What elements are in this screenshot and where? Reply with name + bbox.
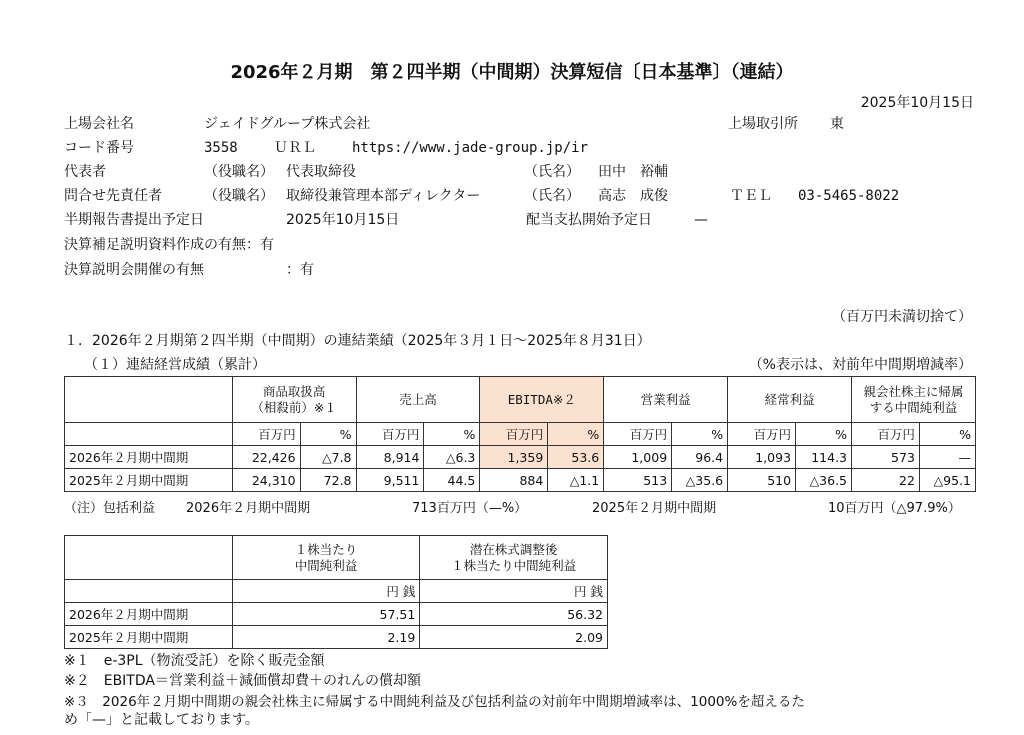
cell-gross-pct: △7.8 xyxy=(300,446,356,469)
code-value: 3558 xyxy=(204,140,238,156)
unit-pct: % xyxy=(919,423,975,446)
eps-corner-cell xyxy=(65,536,233,580)
cell-netincome-amount: 22 xyxy=(852,469,920,492)
supplement-text: 決算補足説明資料作成の有無：有 xyxy=(64,237,274,253)
comprehensive-period-2-label: 2025年２月期中間期 xyxy=(592,501,717,516)
results-corner-cell xyxy=(65,377,233,423)
cell-ebitda-amount: 884 xyxy=(480,469,548,492)
percentage-note: （%表示は、対前年中間期増減率） xyxy=(748,357,972,373)
briefing-value: ：有 xyxy=(286,262,314,278)
cell-sales-pct: 44.5 xyxy=(424,469,480,492)
exchange-value: 東 xyxy=(830,116,844,132)
cell-ordinary-amount: 1,093 xyxy=(728,446,796,469)
cell-netincome-amount: 573 xyxy=(852,446,920,469)
eps-unit: 円 銭 xyxy=(232,580,420,603)
eps-unit-row xyxy=(65,580,608,603)
cell-sales-amount: 8,914 xyxy=(356,446,424,469)
representative-title: 代表取締役 xyxy=(286,164,356,180)
cell-eps: 57.51 xyxy=(232,603,420,626)
cell-ebitda-amount: 1,359 xyxy=(480,446,548,469)
cell-sales-pct: △6.3 xyxy=(424,446,480,469)
url-label: ＵＲＬ xyxy=(274,140,316,156)
cell-ordinary-amount: 510 xyxy=(728,469,796,492)
eps-header-row xyxy=(65,536,608,580)
results-table xyxy=(64,376,976,492)
comprehensive-period-2-value: 10百万円（△97.9%） xyxy=(828,501,961,516)
cell-operating-pct: △35.6 xyxy=(672,469,728,492)
table-row xyxy=(65,626,608,649)
table-row xyxy=(65,446,976,469)
footnote-3-continued: め「—」と記載しております。 xyxy=(64,712,259,728)
unit-row-blank xyxy=(65,423,233,446)
cell-ordinary-pct: 114.3 xyxy=(796,446,852,469)
unit-amount: 百万円 xyxy=(604,423,672,446)
unit-pct: % xyxy=(424,423,480,446)
cell-sales-amount: 9,511 xyxy=(356,469,424,492)
representative-label: 代表者 xyxy=(64,164,106,180)
company-name: ジェイドグループ株式会社 xyxy=(204,116,371,132)
contact-title-label: （役職名） xyxy=(204,188,274,204)
cell-operating-pct: 96.4 xyxy=(672,446,728,469)
row-label: 2026年２月期中間期 xyxy=(65,446,233,469)
table-row xyxy=(65,603,608,626)
cell-netincome-pct: △95.1 xyxy=(919,469,975,492)
footnote-3: ※３ 2026年２月期中間期の親会社株主に帰属する中間純利益及び包括利益の対前年中間期増減率は、1000%を超えるた xyxy=(64,694,805,710)
contact-name-label: （氏名） xyxy=(524,188,580,204)
contact-title: 取締役兼管理本部ディレクター xyxy=(286,188,481,204)
cell-netincome-pct: — xyxy=(919,446,975,469)
cell-ordinary-pct: △36.5 xyxy=(796,469,852,492)
company-label: 上場会社名 xyxy=(64,116,134,132)
cell-diluted-eps: 2.09 xyxy=(420,626,608,649)
unit-amount: 百万円 xyxy=(728,423,796,446)
unit-note: （百万円未満切捨て） xyxy=(832,309,972,325)
unit-pct: % xyxy=(796,423,852,446)
footnote-2: ※２ EBITDA＝営業利益＋減価償却費＋のれんの償却額 xyxy=(64,673,421,689)
cell-eps: 2.19 xyxy=(232,626,420,649)
unit-amount: 百万円 xyxy=(480,423,548,446)
row-label: 2025年２月期中間期 xyxy=(65,626,233,649)
contact-label: 問合せ先責任者 xyxy=(64,188,162,204)
cell-operating-amount: 1,009 xyxy=(604,446,672,469)
contact-name: 高志 成俊 xyxy=(598,188,668,204)
tel-value: 03-5465-8022 xyxy=(798,188,900,204)
comprehensive-income-note: （注）包括利益 xyxy=(64,501,156,516)
subsection-heading: （１）連結経営成績（累計） xyxy=(84,357,266,373)
url-link[interactable]: https://www.jade-group.jp/ir xyxy=(352,140,589,156)
header-net-sales: 売上高 xyxy=(356,377,480,423)
cell-ebitda-pct: 53.6 xyxy=(548,446,604,469)
header-net-income: 親会社株主に帰属 する中間純利益 xyxy=(852,377,976,423)
header-ebitda: EBITDA※２ xyxy=(480,377,604,423)
cell-ebitda-pct: △1.1 xyxy=(548,469,604,492)
cell-gross-amount: 22,426 xyxy=(232,446,300,469)
unit-amount: 百万円 xyxy=(232,423,300,446)
representative-name-label: （氏名） xyxy=(524,164,580,180)
cell-operating-amount: 513 xyxy=(604,469,672,492)
section-heading: １．2026年２月期第２四半期（中間期）の連結業績（2025年３月１日～2025年８月31日） xyxy=(64,333,651,349)
report-date: 2025年10月15日 xyxy=(860,95,974,111)
row-label: 2026年２月期中間期 xyxy=(65,603,233,626)
footnote-1: ※１ e-3PL（物流受託）を除く販売金額 xyxy=(64,653,325,669)
dividend-value: — xyxy=(694,212,708,228)
cell-gross-amount: 24,310 xyxy=(232,469,300,492)
comprehensive-period-1-value: 713百万円（—%） xyxy=(412,501,528,516)
row-label: 2025年２月期中間期 xyxy=(65,469,233,492)
header-diluted-eps: 潜在株式調整後 １株当たり中間純利益 xyxy=(420,536,608,580)
unit-pct: % xyxy=(300,423,356,446)
header-eps: １株当たり 中間純利益 xyxy=(232,536,420,580)
unit-amount: 百万円 xyxy=(852,423,920,446)
dividend-label: 配当支払開始予定日 xyxy=(526,212,652,228)
unit-pct: % xyxy=(548,423,604,446)
results-unit-row xyxy=(65,423,976,446)
report-date-value: 2025年10月15日 xyxy=(286,212,400,228)
briefing-label: 決算説明会開催の有無 xyxy=(64,262,204,278)
code-label: コード番号 xyxy=(64,140,134,156)
document-title: 2026年２月期 第２四半期（中間期）決算短信〔日本基準〕（連結） xyxy=(230,62,794,83)
representative-name: 田中 裕輔 xyxy=(598,164,668,180)
comprehensive-period-1-label: 2026年２月期中間期 xyxy=(186,501,311,516)
eps-unit-blank xyxy=(65,580,233,603)
cell-gross-pct: 72.8 xyxy=(300,469,356,492)
header-gross-merchandise: 商品取扱高 （相殺前）※１ xyxy=(232,377,356,423)
results-header-row xyxy=(65,377,976,423)
cell-diluted-eps: 56.32 xyxy=(420,603,608,626)
exchange-label: 上場取引所 xyxy=(728,116,798,132)
eps-table xyxy=(64,535,608,649)
header-ordinary-income: 経常利益 xyxy=(728,377,852,423)
representative-title-label: （役職名） xyxy=(204,164,274,180)
table-row xyxy=(65,469,976,492)
report-label: 半期報告書提出予定日 xyxy=(64,212,204,228)
header-operating-income: 営業利益 xyxy=(604,377,728,423)
unit-amount: 百万円 xyxy=(356,423,424,446)
tel-label: ＴＥＬ xyxy=(730,188,772,204)
unit-pct: % xyxy=(672,423,728,446)
diluted-eps-unit: 円 銭 xyxy=(420,580,608,603)
